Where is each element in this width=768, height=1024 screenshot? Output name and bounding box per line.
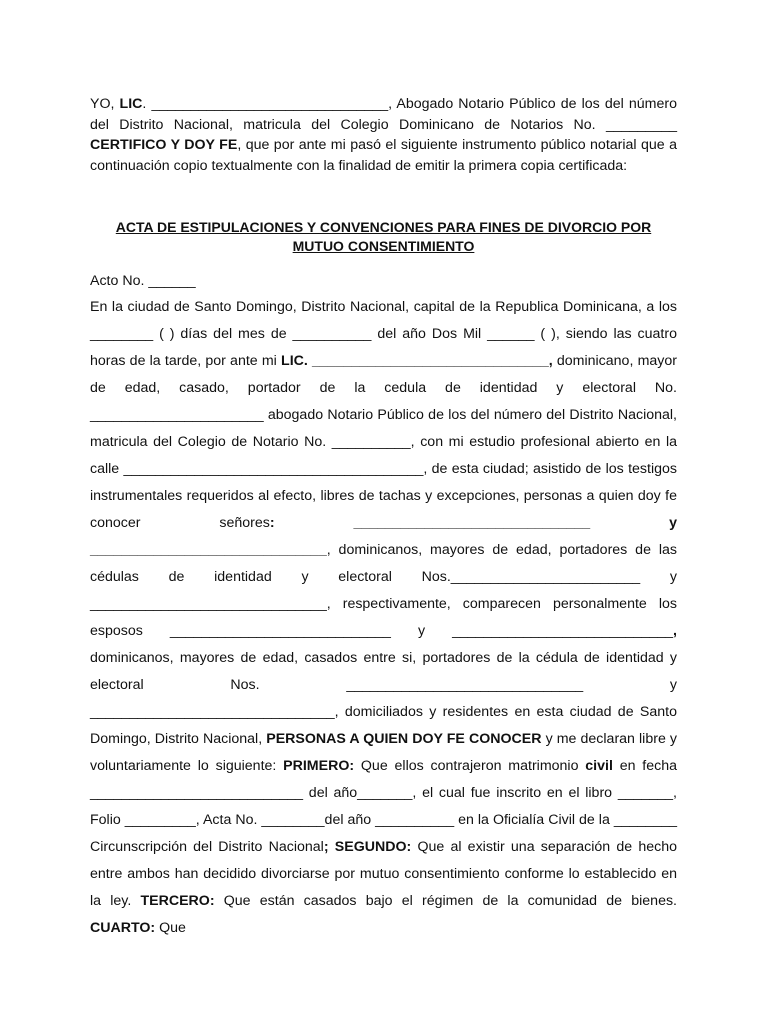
body-bold: SEGUNDO: — [334, 839, 412, 856]
body-text: En la ciudad de Santo Domingo, Distrito Nacional, capital de la Republica Dominicana, a los ________ ( ) días del mes de __________ del año Dos Mil ______ ( ), siendo las cuatro horas de la tarde, por ante mi — [90, 299, 677, 370]
body-bold: CUARTO: — [90, 920, 156, 937]
body-paragraph — [90, 294, 677, 942]
body-text: y me declaran libre y voluntariamente lo siguiente: — [90, 731, 677, 775]
intro-text: . ______________________________, Abogado Notario Público de los del número del Distrito Nacional, matricula del Colegio Dominicano de Notarios No. _________ — [90, 96, 678, 133]
body-text: en fecha ___________________________ del año_______, el cual fue inscrito en el libro _______, Folio _________, Acta No. ________del año __________ en la Oficialía Civil de la ________ Circunscripción del Distrito Nacional — [90, 758, 677, 856]
body-text: Que están casados bajo el régimen de la comunidad de bienes. — [214, 893, 677, 910]
body-bold: ; — [323, 839, 329, 856]
body-bold: : ______________________________ y ______________________________ — [90, 515, 677, 559]
acto-number: Acto No. ______ — [90, 273, 196, 290]
intro-text: YO, — [90, 96, 120, 112]
body-bold: PERSONAS A QUIEN DOY FE CONOCER — [266, 731, 542, 748]
intro-text: , que por ante mi pasó el siguiente instrumento público notarial que a continuación copio textualmente con la finalidad de emitir la primera copia certificada: — [90, 137, 677, 174]
body-bold: PRIMERO: — [283, 758, 355, 775]
document-page — [90, 94, 677, 942]
body-bold: LIC. ______________________________, — [281, 353, 553, 370]
intro-bold-lic: LIC — [119, 96, 143, 112]
body-bold: civil — [585, 758, 613, 775]
body-text: Que — [155, 920, 186, 937]
body-text: Que al existir una separación de hecho entre ambos han decidido divorciarse por mutuo consentimiento conforme lo establecido en la ley. — [90, 839, 678, 910]
body-bold: TERCERO: — [140, 893, 215, 910]
body-text: Que ellos contrajeron matrimonio — [354, 758, 586, 775]
intro-paragraph — [90, 94, 677, 176]
document-title: ACTA DE ESTIPULACIONES Y CONVENCIONES PARA FINES DE DIVORCIO POR MUTUO CONSENTIMIENTO — [115, 219, 652, 255]
body-text: , dominicanos, mayores de edad, portadores de las cédulas de identidad y electoral Nos.________________________ y ______________________________, respectivamente, comparecen personalmente los esposos ____________________________ y ____________________________ — [90, 542, 677, 640]
body-text: dominicanos, mayores de edad, casados entre si, portadores de la cédula de identidad y electoral Nos. ______________________________ y _______________________________, domiciliados y residentes en esta ciudad de Santo Domingo, Distrito Nacional, — [90, 650, 677, 748]
body-text: dominicano, mayor de edad, casado, portador de la cedula de identidad y electoral No. ______________________ abogado Notario Público de los del número del Distrito Nacional, matricula del Colegio de Notario No. __________, con mi estudio profesional abierto en la calle ______________________________________, de esta ciudad; asistido de los testigos instrumentales requeridos al efecto, libres de tachas y excepciones, personas a quien doy fe conocer señores — [90, 353, 677, 532]
intro-bold-certifico: CERTIFICO Y DOY FE — [90, 137, 238, 154]
body-bold: , — [673, 623, 677, 640]
